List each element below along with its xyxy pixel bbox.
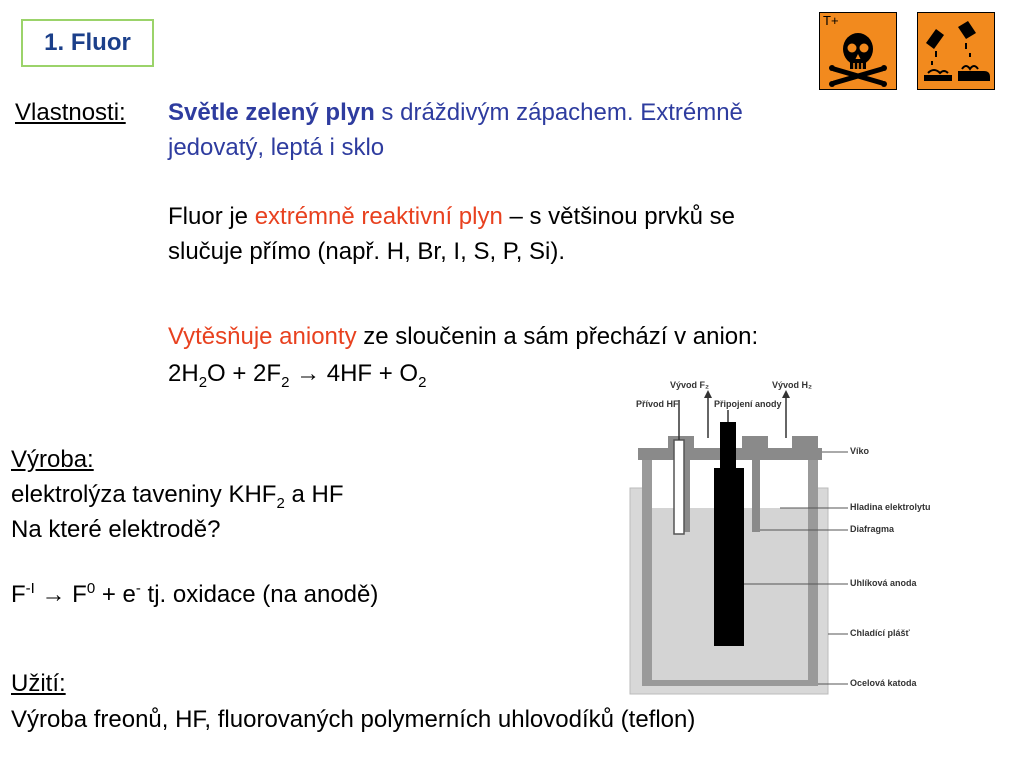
reactivity-line-1 [168, 200, 735, 233]
properties-line-2: jedovatý, leptá i sklo [168, 134, 385, 161]
eq-part-3: → 4HF + O [289, 360, 419, 387]
label-carbon-anode: Uhlíková anoda [850, 578, 917, 588]
label-inlet-hf: Přívod HF [636, 399, 679, 409]
usage-heading: Užití: [11, 670, 66, 697]
hazard-t-plus-label: T+ [823, 13, 839, 28]
production-line1-pre: elektrolýza taveniny KHF [11, 481, 277, 508]
eq-part-1: 2H [168, 360, 199, 387]
properties-rest-text: s dráždivým zápachem. Extrémně [374, 99, 743, 126]
ox-arrow: → F [34, 581, 87, 608]
properties-label [15, 96, 126, 129]
eq-sub-1: 2 [198, 373, 208, 391]
displacement-line-1 [168, 320, 758, 353]
label-cooling-jacket: Chladící plášť [850, 628, 910, 638]
properties-heading: Vlastnosti: [15, 99, 126, 126]
electrolysis-cell-diagram [620, 372, 950, 712]
ox-sup1: -I [25, 580, 35, 597]
slide-title: 1. Fluor [21, 19, 154, 67]
production-heading: Výroba: [11, 446, 94, 473]
reactivity-prefix: Fluor je [168, 203, 255, 230]
corrosive-hazard-symbol [917, 12, 995, 90]
oxidation-equation [11, 578, 378, 611]
production-line-2: Na které elektrodě? [11, 516, 221, 543]
eq-sub-3: 2 [418, 373, 427, 391]
production-line-1 [11, 478, 343, 511]
displacement-highlight: Vytěsňuje anionty [168, 323, 357, 350]
label-outlet-f2: Vývod F₂ [670, 380, 710, 390]
ox-sup2: 0 [86, 580, 96, 597]
production-line1-post: a HF [284, 481, 344, 508]
ox-f1: F [11, 581, 26, 608]
water-equation [168, 357, 426, 390]
production-line1-sub: 2 [276, 494, 285, 512]
ox-sup3: - [135, 580, 141, 597]
eq-sub-2: 2 [281, 373, 290, 391]
eq-part-2: O + 2F [207, 360, 282, 387]
label-outlet-h2: Vývod H₂ [772, 380, 813, 390]
label-electrolyte-level: Hladina elektrolytu [850, 502, 931, 512]
reactivity-suffix: – s většinou prvků se [502, 203, 735, 230]
properties-line-1 [168, 96, 743, 129]
ox-rest: tj. oxidace (na anodě) [140, 581, 379, 608]
label-anode-connection: Připojení anody [714, 399, 782, 409]
label-lid: Víko [850, 446, 870, 456]
toxic-hazard-symbol [819, 12, 897, 90]
displacement-rest: ze sloučenin a sám přechází v anion: [356, 323, 759, 350]
corrosive-icon [918, 13, 994, 89]
ox-plus-e: + e [95, 581, 136, 608]
reactivity-highlight: extrémně reaktivní plyn [254, 203, 503, 230]
electrolyzer-illustration [620, 372, 950, 712]
properties-bold-text: Světle zelený plyn [168, 99, 375, 126]
usage-line: Výroba freonů, HF, fluorovaných polymerních uhlovodíků (teflon) [11, 706, 696, 733]
reactivity-line-2: slučuje přímo (např. H, Br, I, S, P, Si). [168, 238, 566, 265]
label-steel-cathode: Ocelová katoda [850, 678, 917, 688]
label-diaphragm: Diafragma [850, 524, 895, 534]
